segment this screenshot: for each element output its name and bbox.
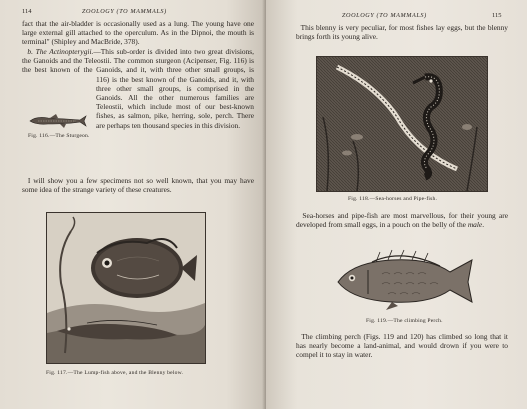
left-para-2-bottom (22, 139, 254, 177)
right-page (266, 0, 527, 409)
left-para-1-text: fact that the air-bladder is occasionally used as a lung. The young have one large external gill attached to the operculum. As in the Dipnoi, the mouth is terminal" (Shipley and MacBride, 378). (22, 19, 254, 47)
fig116-caption: Fig. 116.—The Sturgeon. (28, 133, 90, 139)
left-para-1 (22, 19, 254, 47)
left-page-number: 114 (22, 8, 32, 15)
left-para-2-text: —This sub-order is divided into two great divisions, the Ganoids and the Teleostii. The common sturgeon (Acipenser, Fig. 116) is the best known of the Ganoids, and it, with three other small groups, is (22, 47, 254, 75)
right-page-number: 115 (492, 12, 502, 19)
left-para-2-top (22, 47, 254, 75)
fig119-illustration (332, 248, 476, 312)
right-para-1 (296, 23, 508, 41)
right-para-3 (296, 332, 508, 360)
right-para-1-text: This blenny is very peculiar, for most fishes lay eggs, but the blenny brings forth its young alive. (296, 23, 508, 42)
fig118-caption: Fig. 118.—Sea-horses and Pipe-fish. (348, 196, 438, 202)
left-running-head: ZOOLOGY (TO MAMMALS) (82, 8, 167, 15)
right-para-2: Sea-horses and pipe-fish are most marvellous, for their young are developed from small eggs, in a pouch on the belly of the male. (296, 211, 508, 230)
right-para-2-italic: male (467, 220, 483, 230)
right-para-2-text: Sea-horses and pipe-fish are most marvellous, for their young are developed from small eggs, in a pouch on the belly of the (296, 211, 508, 230)
left-para-2-lead: b. The Actinopterygii. (27, 47, 94, 56)
fig118-plate (316, 56, 488, 192)
fig117-plate (46, 212, 206, 364)
right-running-head: ZOOLOGY (TO MAMMALS) (342, 12, 427, 19)
left-para-3 (22, 176, 254, 194)
fig117-caption: Fig. 117.—The Lump-fish above, and the Blenny below. (46, 370, 184, 376)
left-para-3-text: I will show you a few specimens not so well known, that you may have some idea of the strange variety of these creatures. (22, 176, 254, 195)
right-para-3-text: The climbing perch (Figs. 119 and 120) has climbed so long that it has nearly become a land-animal, and would drown if you were to compel it to stay in water. (296, 332, 508, 360)
left-para-2-wrap: 116) is the best known of the Ganoids, and it, with three other small groups, is comprised in the Ganoids. All the other numerous families are Teleostii, which include most of our best-known fishes, as salmon, pike, herring, sole, perch. There are perhaps ten thousand species in this division. (96, 75, 254, 130)
sturgeon-illustration (28, 110, 88, 132)
fig119-caption: Fig. 119.—The climbing Perch. (366, 318, 443, 324)
